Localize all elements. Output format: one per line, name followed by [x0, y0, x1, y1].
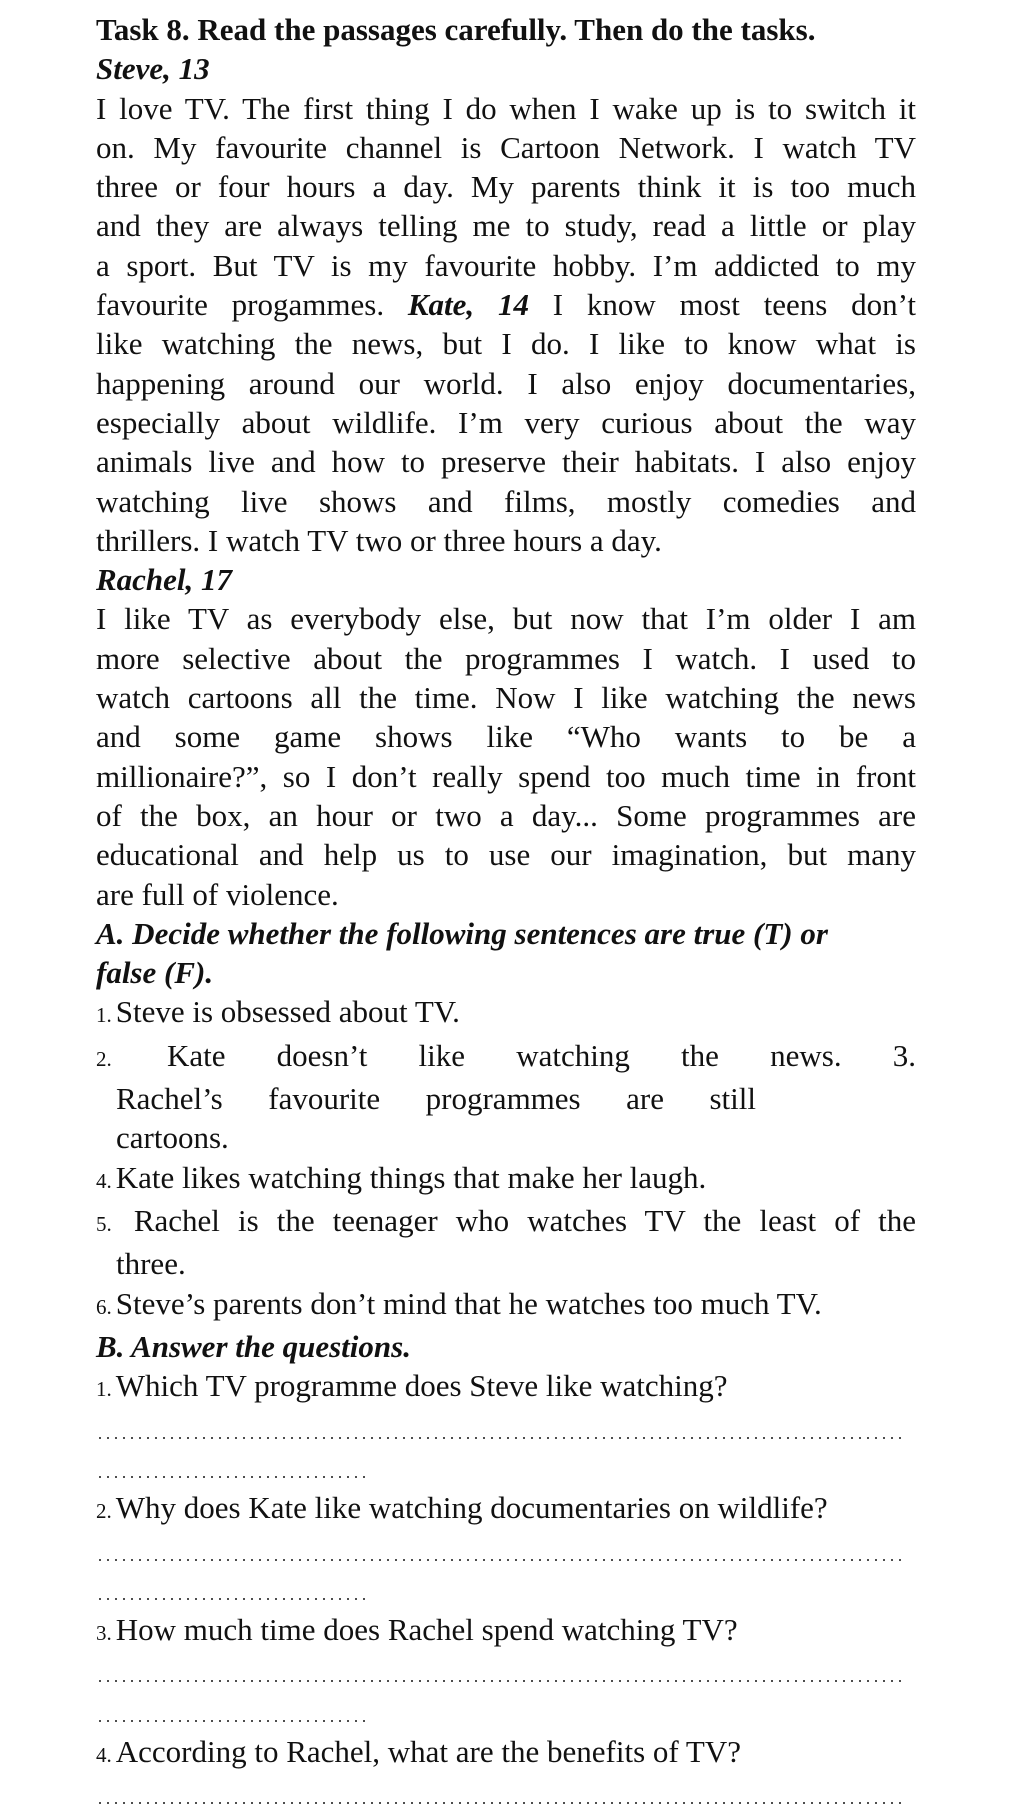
kate-line-0: I know most teens don’t — [552, 287, 917, 323]
kate-line-2: happening around our world. I also enjoy documentaries, — [96, 365, 916, 401]
answer-line-1a[interactable] — [96, 1409, 916, 1448]
kate-line-3: especially about wildlife. I’m very curious about the way — [96, 404, 916, 440]
answer-line-4a[interactable] — [96, 1775, 916, 1814]
tf-item-1 — [96, 992, 916, 1035]
question-2 — [96, 1488, 916, 1531]
tf-item-2-text: Kate doesn’t like watching the news. 3. — [166, 1037, 917, 1073]
question-4-number: 4. — [96, 1742, 112, 1767]
question-2-number: 2. — [96, 1498, 112, 1523]
section-a-heading-2: false (F). — [96, 955, 214, 991]
question-4-text: According to Rachel, what are the benefits of TV? — [115, 1733, 741, 1769]
section-b-heading: B. Answer the questions. — [96, 1328, 411, 1364]
kate-line-6: thrillers. I watch TV two or three hours a day. — [96, 522, 662, 558]
tf-item-3-line-2: cartoons. — [116, 1120, 229, 1156]
steve-line-2: on. My favourite channel is Cartoon Network. I watch TV — [96, 129, 916, 165]
tf-item-3-line-1: Rachel’s favourite programmes are still — [116, 1081, 756, 1117]
tf-item-5-text: Rachel is the teenager who watches TV the least of the — [133, 1202, 916, 1238]
tf-item-6 — [96, 1284, 916, 1327]
steve-line-5: a sport. But TV is my favourite hobby. I’m addicted to my — [96, 247, 916, 283]
tf-item-2 — [96, 1036, 916, 1079]
answer-line-1b[interactable] — [96, 1449, 916, 1488]
rachel-line-6: of the box, an hour or two a day... Some programmes are — [96, 797, 916, 833]
tf-item-2-number: 2. — [96, 1046, 112, 1071]
task-title: Task 8. Read the passages carefully. Then do the tasks. — [96, 12, 816, 47]
steve-line-1: I love TV. The first thing I do when I wake up is to switch it — [96, 90, 916, 126]
rachel-heading: Rachel, 17 — [96, 562, 233, 598]
tf-item-6-number: 6. — [96, 1294, 112, 1319]
question-1-text: Which TV programme does Steve like watching? — [115, 1368, 728, 1404]
question-3 — [96, 1610, 916, 1653]
tf-item-4 — [96, 1158, 916, 1201]
question-1-number: 1. — [96, 1377, 112, 1402]
steve-kate-joined-line — [96, 285, 916, 324]
rachel-line-8: are full of violence. — [96, 876, 339, 912]
answer-line-3b[interactable] — [96, 1692, 916, 1731]
kate-line-4: animals live and how to preserve their habitats. I also enjoy — [96, 444, 916, 480]
tf-item-1-text: Steve is obsessed about TV. — [115, 994, 460, 1030]
rachel-line-5: millionaire?”, so I don’t really spend too much time in front — [96, 758, 916, 794]
rachel-line-2: more selective about the programmes I watch. I used to — [96, 640, 916, 676]
question-3-number: 3. — [96, 1620, 112, 1645]
steve-line-6: favourite progammes. — [96, 287, 385, 323]
tf-item-4-number: 4. — [96, 1168, 112, 1193]
tf-item-1-number: 1. — [96, 1003, 112, 1028]
answer-line-2a[interactable] — [96, 1531, 916, 1570]
section-a-heading-1: A. Decide whether the following sentences are true (T) or — [96, 915, 828, 951]
kate-line-1: like watching the news, but I do. I like to know what is — [96, 326, 916, 362]
steve-heading: Steve, 13 — [96, 51, 210, 87]
tf-item-4-text: Kate likes watching things that make her laugh. — [115, 1159, 707, 1195]
question-3-text: How much time does Rachel spend watching TV? — [115, 1611, 738, 1647]
answer-line-3a[interactable] — [96, 1653, 916, 1692]
question-4 — [96, 1732, 916, 1775]
tf-item-5-line-2: three. — [116, 1246, 186, 1282]
kate-line-5: watching live shows and films, mostly comedies and — [96, 483, 916, 519]
answer-line-2b[interactable] — [96, 1571, 916, 1610]
rachel-line-3: watch cartoons all the time. Now I like watching the news — [96, 680, 916, 716]
rachel-line-4: and some game shows like “Who wants to be a — [96, 719, 916, 755]
tf-item-5-number: 5. — [96, 1211, 112, 1236]
tf-item-5 — [96, 1201, 916, 1244]
question-1 — [96, 1366, 916, 1409]
tf-item-6-text: Steve’s parents don’t mind that he watches too much TV. — [115, 1285, 822, 1321]
rachel-line-7: educational and help us to use our imagination, but many — [96, 837, 916, 873]
steve-line-3: three or four hours a day. My parents think it is too much — [96, 169, 916, 205]
worksheet — [96, 10, 916, 1814]
question-2-text: Why does Kate like watching documentaries on wildlife? — [115, 1489, 828, 1525]
kate-heading: Kate, 14 — [407, 287, 529, 323]
rachel-line-1: I like TV as everybody else, but now that I’m older I am — [96, 601, 916, 637]
steve-line-4: and they are always telling me to study, read a little or play — [96, 208, 916, 244]
